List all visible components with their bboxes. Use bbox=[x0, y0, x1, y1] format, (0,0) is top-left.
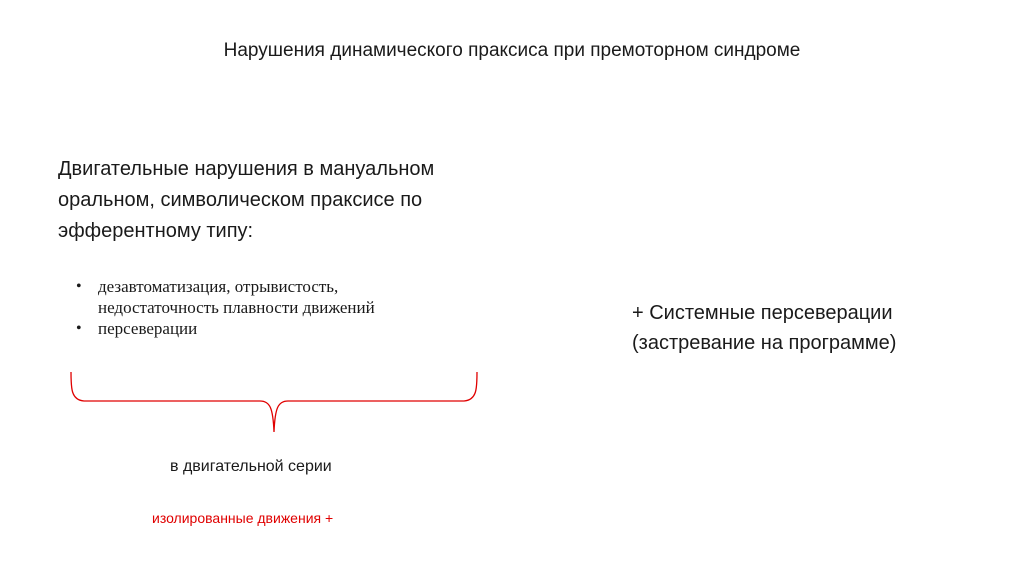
brace-caption: в двигательной серии bbox=[170, 458, 332, 475]
bullet-line: дезавтоматизация, отрывистость, bbox=[98, 277, 339, 296]
bullet-line: недостаточность плавности движений bbox=[98, 298, 375, 317]
lead-line: Двигательные нарушения в мануальном bbox=[58, 158, 435, 180]
slide-title: Нарушения динамического праксиса при премоторном синдроме bbox=[223, 40, 801, 61]
bullet-item bbox=[68, 276, 488, 318]
bullet-item bbox=[68, 318, 488, 339]
bullet-list bbox=[68, 276, 488, 339]
lead-line: оральном, символическом праксисе по bbox=[58, 189, 423, 211]
right-line: (застревание на программе) bbox=[632, 332, 897, 354]
red-note: изолированные движения + bbox=[152, 510, 334, 526]
right-text bbox=[632, 298, 992, 358]
lead-text bbox=[58, 154, 538, 247]
right-line: + Системные персеверации bbox=[632, 302, 893, 324]
bullet-dot-icon: • bbox=[76, 278, 82, 295]
bullet-line: персеверации bbox=[98, 319, 198, 338]
lead-line: эфферентному типу: bbox=[58, 220, 254, 242]
curly-brace-icon bbox=[62, 368, 486, 436]
bullet-dot-icon: • bbox=[76, 320, 82, 337]
